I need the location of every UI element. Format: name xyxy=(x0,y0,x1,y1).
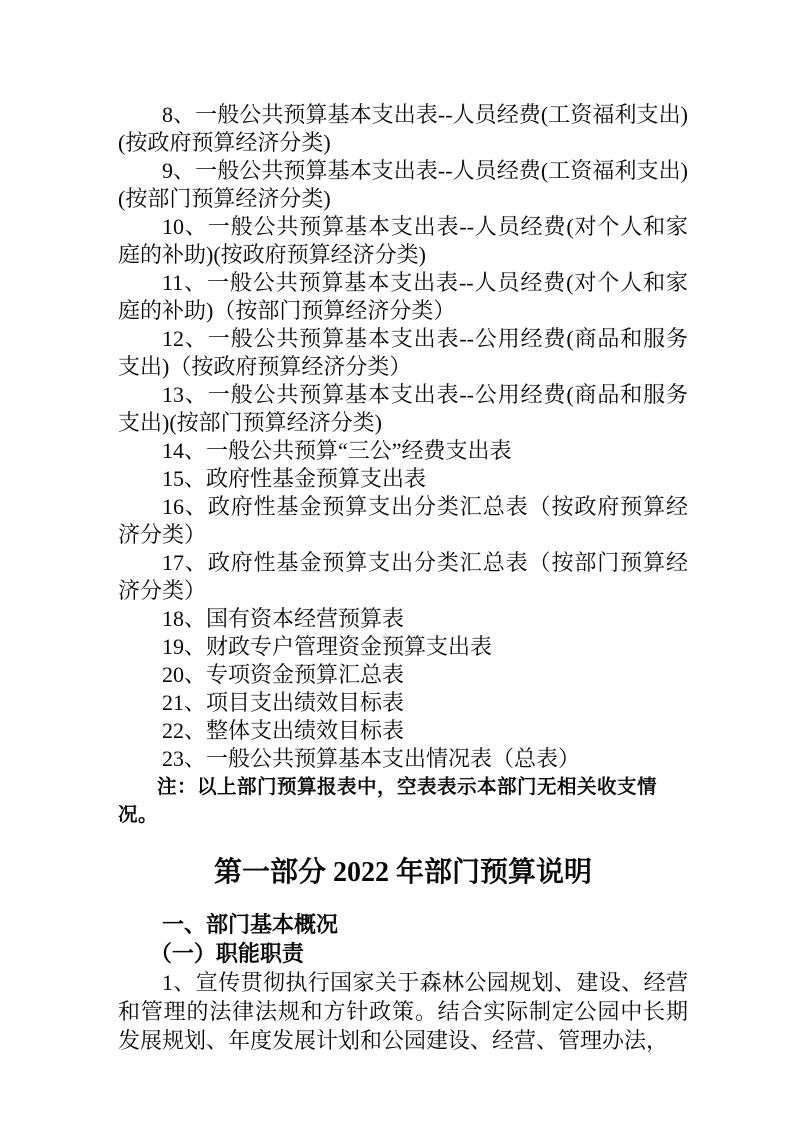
budget-table-list xyxy=(118,101,688,829)
list-item: 17、政府性基金预算支出分类汇总表（按部门预算经济分类） xyxy=(118,550,688,603)
list-item: 14、一般公共预算“三公”经费支出表 xyxy=(162,438,512,463)
list-item: 9、一般公共预算基本支出表--人员经费(工资福利支出)(按部门预算经济分类) xyxy=(118,158,688,211)
list-item: 10、一般公共预算基本支出表--人员经费(对个人和家庭的补助)(按政府预算经济分类) xyxy=(118,214,688,267)
list-item: 22、整体支出绩效目标表 xyxy=(162,718,405,743)
list-item: 23、一般公共预算基本支出情况表（总表） xyxy=(162,746,581,771)
list-item: 13、一般公共预算基本支出表--公用经费(商品和服务支出)(按部门预算经济分类) xyxy=(118,382,688,435)
list-item: 16、政府性基金预算支出分类汇总表（按政府预算经济分类） xyxy=(118,494,688,547)
list-item: 21、项目支出绩效目标表 xyxy=(162,690,405,715)
list-item: 15、政府性基金预算支出表 xyxy=(162,466,427,491)
list-note: 注：以上部门预算报表中，空表表示本部门无相关收支情况。 xyxy=(118,776,658,826)
subsection-heading: （一）职能职责 xyxy=(149,941,304,966)
list-item: 20、专项资金预算汇总表 xyxy=(162,662,405,687)
list-item: 8、一般公共预算基本支出表--人员经费(工资福利支出)(按政府预算经济分类) xyxy=(118,102,688,155)
section-heading: 一、部门基本概况 xyxy=(162,912,339,937)
list-item: 19、财政专户管理资金预算支出表 xyxy=(162,634,493,659)
part-title: 第一部分 2022 年部门预算说明 xyxy=(213,857,592,888)
list-item: 11、一般公共预算基本支出表--人员经费(对个人和家庭的补助)（按部门预算经济分类） xyxy=(118,270,688,323)
list-item: 12、一般公共预算基本支出表--公用经费(商品和服务支出)（按政府预算经济分类） xyxy=(118,326,688,379)
page-content xyxy=(118,101,688,1055)
body-paragraph: 1、宣传贯彻执行国家关于森林公园规划、建设、经营和管理的法律法规和方针政策。结合实际制定公园中长期发展规划、年度发展计划和公园建设、经营、管理办法， xyxy=(118,970,688,1053)
list-item: 18、国有资本经营预算表 xyxy=(162,606,405,631)
